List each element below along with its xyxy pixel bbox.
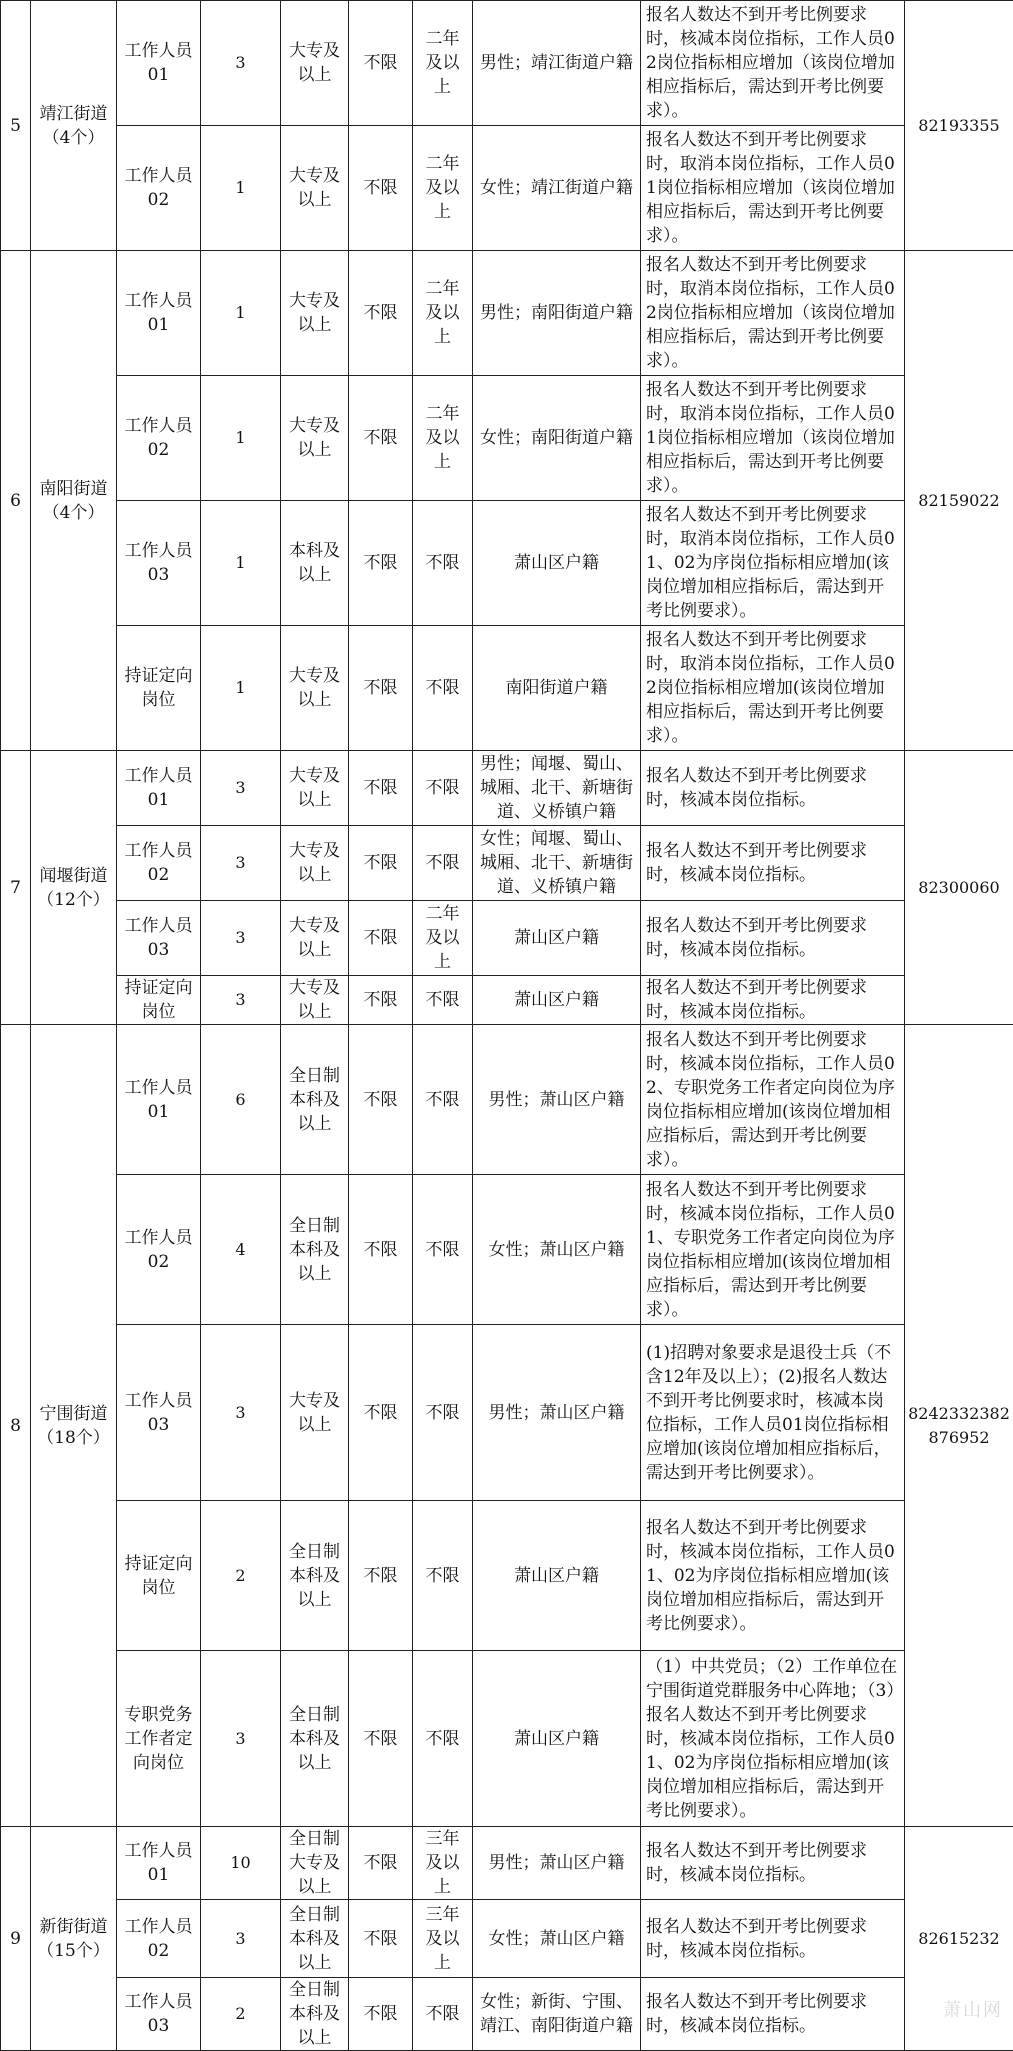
experience-cell: 不限 [413, 1025, 473, 1175]
experience-cell: 二年 及以 上 [413, 126, 473, 251]
condition-cell: 萧山区户籍 [473, 1501, 641, 1651]
education-cell: 大专及 以上 [281, 976, 349, 1025]
education-cell: 大专及 以上 [281, 826, 349, 901]
condition-cell: 男性；闻堰、蜀山、城厢、北干、新塘街道、义桥镇户籍 [473, 751, 641, 826]
experience-cell: 不限 [413, 1325, 473, 1501]
remark-cell: 报名人数达不到开考比例要求时，核减本岗位指标。 [641, 1978, 905, 2051]
post-count-cell: 3 [201, 976, 281, 1025]
post-count-cell: 3 [201, 826, 281, 901]
watermark-text: 萧山网 [943, 1996, 1003, 2022]
table-row [1, 901, 1013, 976]
education-cell: 全日制 本科及 以上 [281, 1978, 349, 2051]
remark-cell: 报名人数达不到开考比例要求时，取消本岗位指标，工作人员01岗位指标相应增加（该岗位增加相应指标后，需达到开考比例要求）。 [641, 376, 905, 501]
post-name-cell: 工作人员 01 [117, 251, 201, 376]
unit-name-cell: 靖江街道 （4个） [31, 1, 117, 251]
condition-cell: 萧山区户籍 [473, 901, 641, 976]
experience-cell: 三年 及以 上 [413, 1827, 473, 1900]
unit-number-cell: 5 [1, 1, 31, 251]
experience-cell: 不限 [413, 751, 473, 826]
post-count-cell: 3 [201, 1651, 281, 1827]
education-cell: 全日制 本科及 以上 [281, 1025, 349, 1175]
table-row [1, 126, 1013, 251]
education-cell: 大专及 以上 [281, 1, 349, 126]
post-name-cell: 持证定向 岗位 [117, 1501, 201, 1651]
remark-cell: 报名人数达不到开考比例要求时，核减本岗位指标，工作人员02岗位指标相应增加（该岗位增加相应指标后，需达到开考比例要求）。 [641, 1, 905, 126]
post-name-cell: 工作人员 01 [117, 751, 201, 826]
post-count-cell: 2 [201, 1978, 281, 2051]
major-cell: 不限 [349, 251, 413, 376]
major-cell: 不限 [349, 751, 413, 826]
experience-cell: 不限 [413, 1978, 473, 2051]
major-cell: 不限 [349, 826, 413, 901]
post-count-cell: 1 [201, 126, 281, 251]
major-cell: 不限 [349, 901, 413, 976]
education-cell: 全日制 本科及 以上 [281, 1501, 349, 1651]
condition-cell: 男性；靖江街道户籍 [473, 1, 641, 126]
experience-cell: 二年 及以 上 [413, 376, 473, 501]
unit-number-cell: 8 [1, 1025, 31, 1827]
education-cell: 大专及 以上 [281, 626, 349, 751]
education-cell: 大专及 以上 [281, 1325, 349, 1501]
table-row [1, 251, 1013, 376]
major-cell: 不限 [349, 1325, 413, 1501]
remark-cell: (1)招聘对象要求是退役士兵（不含12年及以上）；(2)报名人数达不到开考比例要求时，核减本岗位指标，工作人员01岗位指标相应增加(该岗位增加相应指标后，需达到开考比例要求）。 [641, 1325, 905, 1501]
major-cell: 不限 [349, 376, 413, 501]
major-cell: 不限 [349, 1, 413, 126]
remark-cell: 报名人数达不到开考比例要求时，核减本岗位指标，工作人员01、专职党务工作者定向岗位为序岗位指标相应增加(该岗位增加相应指标后，需达到开考比例要求）。 [641, 1175, 905, 1325]
table-row [1, 1, 1013, 126]
major-cell: 不限 [349, 1651, 413, 1827]
post-name-cell: 工作人员 03 [117, 1325, 201, 1501]
condition-cell: 女性；萧山区户籍 [473, 1900, 641, 1978]
experience-cell: 不限 [413, 976, 473, 1025]
post-name-cell: 工作人员 03 [117, 501, 201, 626]
education-cell: 大专及 以上 [281, 901, 349, 976]
table-row [1, 826, 1013, 901]
post-count-cell: 3 [201, 901, 281, 976]
condition-cell: 男性；萧山区户籍 [473, 1025, 641, 1175]
post-name-cell: 工作人员 03 [117, 901, 201, 976]
post-name-cell: 工作人员 01 [117, 1, 201, 126]
unit-name-cell: 宁围街道 （18个） [31, 1025, 117, 1827]
condition-cell: 女性；新街、宁围、靖江、南阳街道户籍 [473, 1978, 641, 2051]
remark-cell: 报名人数达不到开考比例要求时，取消本岗位指标，工作人员01、02为序岗位指标相应增加(该岗位增加相应指标后，需达到开考比例要求）。 [641, 501, 905, 626]
table-row [1, 626, 1013, 751]
education-cell: 全日制 本科及 以上 [281, 1175, 349, 1325]
experience-cell: 二年 及以 上 [413, 901, 473, 976]
unit-name-cell: 南阳街道 （4个） [31, 251, 117, 751]
table-row [1, 501, 1013, 626]
condition-cell: 女性；萧山区户籍 [473, 1175, 641, 1325]
experience-cell: 二年 及以 上 [413, 1, 473, 126]
remark-cell: 报名人数达不到开考比例要求时，取消本岗位指标，工作人员02岗位指标相应增加(该岗位增加相应指标后，需达到开考比例要求）。 [641, 626, 905, 751]
table-row [1, 1651, 1013, 1827]
experience-cell: 不限 [413, 501, 473, 626]
education-cell: 本科及 以上 [281, 501, 349, 626]
post-count-cell: 2 [201, 1501, 281, 1651]
major-cell: 不限 [349, 1501, 413, 1651]
condition-cell: 女性；南阳街道户籍 [473, 376, 641, 501]
remark-cell: 报名人数达不到开考比例要求时，核减本岗位指标。 [641, 901, 905, 976]
major-cell: 不限 [349, 976, 413, 1025]
condition-cell: 女性；闻堰、蜀山、城厢、北干、新塘街道、义桥镇户籍 [473, 826, 641, 901]
post-count-cell: 3 [201, 751, 281, 826]
table-row [1, 1025, 1013, 1175]
post-name-cell: 工作人员 02 [117, 1900, 201, 1978]
phone-cell: 82615232 [905, 1827, 1013, 2051]
major-cell: 不限 [349, 1175, 413, 1325]
table-row [1, 376, 1013, 501]
post-name-cell: 持证定向 岗位 [117, 626, 201, 751]
major-cell: 不限 [349, 501, 413, 626]
remark-cell: 报名人数达不到开考比例要求时，核减本岗位指标。 [641, 826, 905, 901]
condition-cell: 南阳街道户籍 [473, 626, 641, 751]
condition-cell: 男性；萧山区户籍 [473, 1325, 641, 1501]
phone-cell: 82193355 [905, 1, 1013, 251]
condition-cell: 萧山区户籍 [473, 1651, 641, 1827]
major-cell: 不限 [349, 1827, 413, 1900]
education-cell: 大专及 以上 [281, 126, 349, 251]
remark-cell: 报名人数达不到开考比例要求时，取消本岗位指标，工作人员02岗位指标相应增加（该岗位增加相应指标后，需达到开考比例要求）。 [641, 251, 905, 376]
post-count-cell: 4 [201, 1175, 281, 1325]
education-cell: 大专及 以上 [281, 376, 349, 501]
post-name-cell: 工作人员 02 [117, 126, 201, 251]
condition-cell: 萧山区户籍 [473, 976, 641, 1025]
post-count-cell: 1 [201, 626, 281, 751]
post-name-cell: 工作人员 01 [117, 1025, 201, 1175]
table-row [1, 751, 1013, 826]
post-count-cell: 1 [201, 376, 281, 501]
post-count-cell: 6 [201, 1025, 281, 1175]
remark-cell: 报名人数达不到开考比例要求时，核减本岗位指标。 [641, 976, 905, 1025]
experience-cell: 不限 [413, 626, 473, 751]
post-name-cell: 持证定向 岗位 [117, 976, 201, 1025]
post-count-cell: 3 [201, 1900, 281, 1978]
condition-cell: 男性；南阳街道户籍 [473, 251, 641, 376]
table-row [1, 1827, 1013, 1900]
table-row [1, 1900, 1013, 1978]
experience-cell: 二年 及以 上 [413, 251, 473, 376]
phone-cell: 82159022 [905, 251, 1013, 751]
remark-cell: 报名人数达不到开考比例要求时，取消本岗位指标，工作人员01岗位指标相应增加（该岗位增加相应指标后，需达到开考比例要求）。 [641, 126, 905, 251]
education-cell: 大专及 以上 [281, 251, 349, 376]
table-row [1, 1501, 1013, 1651]
table-row [1, 976, 1013, 1025]
post-name-cell: 工作人员 02 [117, 376, 201, 501]
experience-cell: 不限 [413, 1175, 473, 1325]
experience-cell: 三年 及以 上 [413, 1900, 473, 1978]
major-cell: 不限 [349, 1978, 413, 2051]
post-name-cell: 工作人员 01 [117, 1827, 201, 1900]
major-cell: 不限 [349, 626, 413, 751]
education-cell: 全日制 本科及 以上 [281, 1900, 349, 1978]
post-count-cell: 1 [201, 251, 281, 376]
post-count-cell: 3 [201, 1325, 281, 1501]
remark-cell: 报名人数达不到开考比例要求时，核减本岗位指标，工作人员02、专职党务工作者定向岗位为序岗位指标相应增加(该岗位增加相应指标后，需达到开考比例要求）。 [641, 1025, 905, 1175]
remark-cell: （1）中共党员；（2）工作单位在宁围街道党群服务中心阵地；（3）报名人数达不到开考比例要求时，核减本岗位指标，工作人员01、02为序岗位指标相应增加(该岗位增加相应指标后，需达到开考比例要求）。 [641, 1651, 905, 1827]
remark-cell: 报名人数达不到开考比例要求时，核减本岗位指标，工作人员01、02为序岗位指标相应增加(该岗位增加相应指标后，需达到开考比例要求）。 [641, 1501, 905, 1651]
phone-cell: 8242332382 876952 [905, 1025, 1013, 1827]
table-row [1, 1175, 1013, 1325]
education-cell: 全日制 本科及 以上 [281, 1651, 349, 1827]
post-count-cell: 10 [201, 1827, 281, 1900]
table-row [1, 1978, 1013, 2051]
experience-cell: 不限 [413, 1651, 473, 1827]
experience-cell: 不限 [413, 1501, 473, 1651]
remark-cell: 报名人数达不到开考比例要求时，核减本岗位指标。 [641, 751, 905, 826]
unit-number-cell: 7 [1, 751, 31, 1025]
unit-number-cell: 9 [1, 1827, 31, 2051]
education-cell: 全日制 大专及 以上 [281, 1827, 349, 1900]
post-count-cell: 3 [201, 1, 281, 126]
post-name-cell: 工作人员 02 [117, 1175, 201, 1325]
unit-number-cell: 6 [1, 251, 31, 751]
education-cell: 大专及 以上 [281, 751, 349, 826]
condition-cell: 萧山区户籍 [473, 501, 641, 626]
unit-name-cell: 闻堰街道 （12个） [31, 751, 117, 1025]
remark-cell: 报名人数达不到开考比例要求时，核减本岗位指标。 [641, 1827, 905, 1900]
table-row [1, 1325, 1013, 1501]
major-cell: 不限 [349, 126, 413, 251]
post-count-cell: 1 [201, 501, 281, 626]
major-cell: 不限 [349, 1900, 413, 1978]
post-name-cell: 工作人员 03 [117, 1978, 201, 2051]
condition-cell: 女性；靖江街道户籍 [473, 126, 641, 251]
post-name-cell: 专职党务 工作者定 向岗位 [117, 1651, 201, 1827]
experience-cell: 不限 [413, 826, 473, 901]
post-name-cell: 工作人员 02 [117, 826, 201, 901]
table-body [1, 1, 1013, 2051]
remark-cell: 报名人数达不到开考比例要求时，核减本岗位指标。 [641, 1900, 905, 1978]
condition-cell: 男性；萧山区户籍 [473, 1827, 641, 1900]
unit-name-cell: 新街街道 （15个） [31, 1827, 117, 2051]
phone-cell: 82300060 [905, 751, 1013, 1025]
major-cell: 不限 [349, 1025, 413, 1175]
